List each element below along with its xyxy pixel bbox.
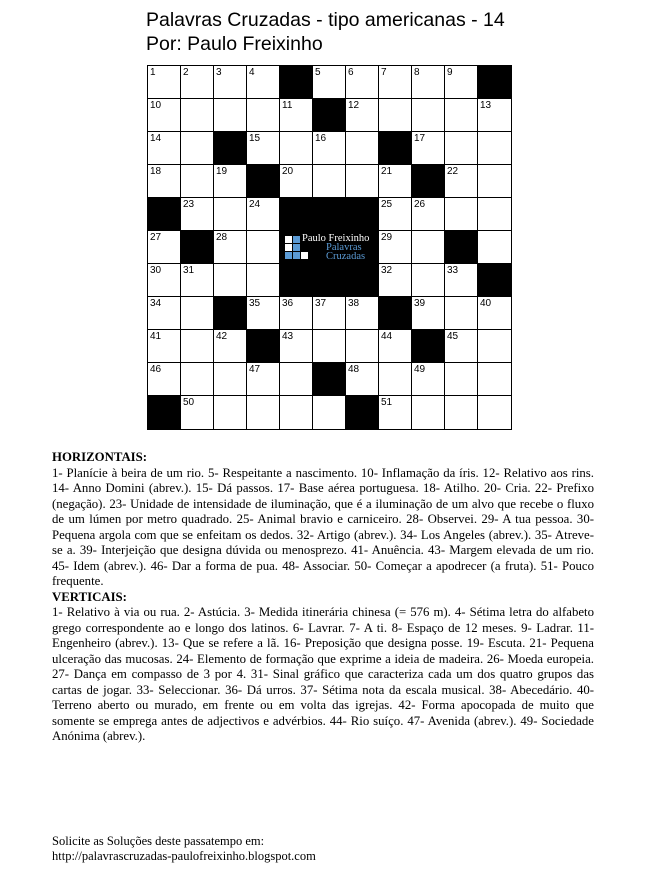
clue-number: 24 (249, 199, 261, 210)
clue-number: 1 (150, 67, 156, 78)
clue-number: 9 (447, 67, 453, 78)
grid-cell[interactable] (148, 297, 181, 330)
grid-cell[interactable] (346, 66, 379, 99)
clue-number: 49 (414, 364, 426, 375)
grid-cell[interactable] (181, 363, 214, 396)
clue-number: 51 (381, 397, 393, 408)
black-cell (313, 198, 346, 231)
grid-cell[interactable] (412, 396, 445, 429)
clues-section (52, 450, 594, 745)
grid-cell[interactable] (445, 363, 478, 396)
puzzle-author: Por: Paulo Freixinho (146, 33, 323, 55)
clue-number: 37 (315, 298, 327, 309)
grid-cell[interactable] (379, 363, 412, 396)
black-cell (412, 165, 445, 198)
clue-number: 41 (150, 331, 162, 342)
clue-number: 34 (150, 298, 162, 309)
footer-blog-link[interactable]: http://palavrascruzadas-paulofreixinho.blogspot.com (52, 849, 316, 863)
clue-number: 8 (414, 67, 420, 78)
grid-cell[interactable] (313, 66, 346, 99)
grid-cell[interactable] (280, 132, 313, 165)
down-clues: 1- Relativo à via ou rua. 2- Astúcia. 3- Medida itinerária chinesa (= 576 m). 4- Sétima letra do alfabeto grego correspondente ao e longo dos latinos. 6- Lavrar. 7- A ti. 8- Espaço de 12 meses. 9- Ladrar. 11- Engenheiro (abrev.). 13- Que se refere a lã. 16- Preposição que designa posse. 19- Escuta. 21- Pequena ulceração das mucosas. 24- Elemento de formação que exprime a ideia de madeira. 26- Moeda europeia. 27- Dança em compasso de 3 por 4. 31- Sinal gráfico que caracteriza cada um dos quatro grupos das cartas de jogar. 33- Seleccionar. 36- Dá urros. 37- Sétima nota da escala musical. 38- Abecedário. 40- Terreno aberto ou murado, em frente ou em volta das igrejas. 42- Forma apocopada de muito que somente se emprega antes de adjectivos e advérbios. 44- Rio suíço. 47- Avenida (abrev.). 49- Sociedade Anónima (abrev.). (52, 605, 594, 743)
clue-number: 43 (282, 331, 294, 342)
clue-number: 17 (414, 133, 426, 144)
clue-number: 31 (183, 265, 195, 276)
grid-cell[interactable] (313, 330, 346, 363)
grid-cell[interactable] (445, 297, 478, 330)
grid-cell[interactable] (247, 198, 280, 231)
clue-number: 23 (183, 199, 195, 210)
black-cell (379, 297, 412, 330)
grid-cell[interactable] (346, 363, 379, 396)
black-cell (214, 297, 247, 330)
grid-cell[interactable] (478, 231, 511, 264)
clue-number: 2 (183, 67, 189, 78)
grid-cell[interactable] (214, 198, 247, 231)
across-heading: HORIZONTAIS: (52, 450, 148, 464)
grid-cell[interactable] (148, 231, 181, 264)
clue-number: 22 (447, 166, 459, 177)
grid-cell[interactable] (313, 297, 346, 330)
black-cell (313, 363, 346, 396)
clue-number: 11 (282, 100, 293, 111)
grid-cell[interactable] (346, 99, 379, 132)
clue-number: 26 (414, 199, 426, 210)
grid-cell[interactable] (181, 165, 214, 198)
black-cell (181, 231, 214, 264)
clue-number: 4 (249, 67, 255, 78)
grid-cell[interactable] (148, 363, 181, 396)
black-cell (313, 264, 346, 297)
clue-number: 30 (150, 265, 162, 276)
clue-number: 38 (348, 298, 360, 309)
grid-cell[interactable] (478, 396, 511, 429)
grid-cell[interactable] (379, 330, 412, 363)
grid-cell[interactable] (148, 99, 181, 132)
black-cell (214, 132, 247, 165)
logo-square (301, 252, 308, 259)
grid-cell[interactable] (379, 396, 412, 429)
black-cell (346, 396, 379, 429)
grid-cell[interactable] (148, 165, 181, 198)
black-cell (412, 330, 445, 363)
grid-cell[interactable] (280, 99, 313, 132)
clue-number: 15 (249, 133, 261, 144)
clue-number: 35 (249, 298, 261, 309)
grid-cell[interactable] (379, 264, 412, 297)
grid-cell[interactable] (478, 330, 511, 363)
clue-number: 13 (480, 100, 492, 111)
grid-cell[interactable] (181, 297, 214, 330)
grid-cell[interactable] (214, 66, 247, 99)
author-logo (280, 231, 376, 264)
grid-cell[interactable] (247, 231, 280, 264)
clue-number: 5 (315, 67, 321, 78)
grid-cell[interactable] (379, 198, 412, 231)
grid-cell[interactable] (346, 165, 379, 198)
clue-number: 40 (480, 298, 492, 309)
grid-cell[interactable] (247, 363, 280, 396)
grid-cell[interactable] (478, 198, 511, 231)
across-clues: 1- Planície à beira de um rio. 5- Respeitante a nascimento. 10- Inflamação da íris. 12- Relativo aos rins. 14- Anno Domini (abrev.). 15- Dá passos. 17- Base aérea portuguesa. 18- Atilho. 20- Cria. 22- Prefixo (negação). 23- Unidade de intensidade de iluminação, que é a iluminação de um alvo que recebe o fluxo de um lúmen por metro quadrado. 25- Animal bravio e carniceiro. 28- Observei. 29- A tua pessoa. 30- Pequena argola com que se enfeitam os dedos. 32- Artigo (abrev.). 34- Los Angeles (abrev.). 35- Atreve-se a. 39- Interjeição que designa dúvida ou menosprezo. 41- Anuência. 43- Margem elevada de um rio. 45- Idem (abrev.). 46- Dar a forma de pua. 48- Associar. 50- Começar a apodrecer (a fruta). 51- Pouco frequente. (52, 465, 594, 588)
grid-cell[interactable] (214, 396, 247, 429)
clue-number: 12 (348, 100, 360, 111)
grid-cell[interactable] (445, 330, 478, 363)
grid-cell[interactable] (445, 132, 478, 165)
logo-square (285, 236, 292, 243)
black-cell (280, 264, 313, 297)
grid-cell[interactable] (148, 264, 181, 297)
clue-number: 45 (447, 331, 459, 342)
logo-line-palavras: Palavras (326, 242, 362, 253)
grid-cell[interactable] (346, 330, 379, 363)
grid-cell[interactable] (214, 363, 247, 396)
grid-cell[interactable] (379, 66, 412, 99)
footer-request-text: Solicite as Soluções deste passatempo em: (52, 834, 265, 848)
grid-cell[interactable] (445, 66, 478, 99)
grid-cell[interactable] (148, 330, 181, 363)
grid-cell[interactable] (181, 396, 214, 429)
grid-cell[interactable] (478, 165, 511, 198)
grid-cell[interactable] (412, 99, 445, 132)
grid-cell[interactable] (412, 363, 445, 396)
grid-cell[interactable] (214, 330, 247, 363)
puzzle-header (146, 8, 505, 56)
black-cell (247, 165, 280, 198)
logo-line-cruzadas: Cruzadas (326, 251, 366, 262)
black-cell (379, 132, 412, 165)
clue-number: 3 (216, 67, 222, 78)
logo-square (285, 244, 292, 251)
black-cell (445, 231, 478, 264)
clue-number: 47 (249, 364, 261, 375)
grid-cell[interactable] (181, 99, 214, 132)
clue-number: 20 (282, 166, 294, 177)
black-cell (346, 198, 379, 231)
clue-number: 14 (150, 133, 162, 144)
black-cell (478, 66, 511, 99)
grid-cell[interactable] (148, 132, 181, 165)
grid-cell[interactable] (346, 132, 379, 165)
clue-number: 33 (447, 265, 459, 276)
grid-cell[interactable] (214, 99, 247, 132)
clue-number: 46 (150, 364, 162, 375)
grid-cell[interactable] (445, 99, 478, 132)
clue-number: 16 (315, 133, 327, 144)
grid-cell[interactable] (280, 396, 313, 429)
black-cell (247, 330, 280, 363)
grid-cell[interactable] (280, 330, 313, 363)
grid-cell[interactable] (412, 297, 445, 330)
grid-cell[interactable] (313, 132, 346, 165)
grid-cell[interactable] (412, 231, 445, 264)
clue-number: 29 (381, 232, 393, 243)
clue-number: 48 (348, 364, 360, 375)
grid-cell[interactable] (247, 99, 280, 132)
grid-cell[interactable] (247, 132, 280, 165)
grid-cell[interactable] (313, 396, 346, 429)
clue-number: 32 (381, 265, 393, 276)
clue-number: 10 (150, 100, 162, 111)
grid-cell[interactable] (478, 297, 511, 330)
black-cell (478, 264, 511, 297)
down-heading: VERTICAIS: (52, 589, 127, 604)
clue-number: 6 (348, 67, 354, 78)
grid-cell[interactable] (280, 297, 313, 330)
grid-cell[interactable] (445, 165, 478, 198)
grid-cell[interactable] (181, 264, 214, 297)
black-cell (313, 99, 346, 132)
grid-cell[interactable] (280, 165, 313, 198)
clue-number: 7 (381, 67, 387, 78)
grid-cell[interactable] (148, 66, 181, 99)
grid-cell[interactable] (379, 99, 412, 132)
grid-cell[interactable] (181, 330, 214, 363)
puzzle-title: Palavras Cruzadas - tipo americanas - 14 (146, 9, 505, 31)
logo-square (285, 252, 292, 259)
grid-cell[interactable] (247, 396, 280, 429)
clue-number: 42 (216, 331, 228, 342)
grid-cell[interactable] (412, 264, 445, 297)
grid-cell[interactable] (214, 165, 247, 198)
clue-number: 18 (150, 166, 162, 177)
clue-number: 27 (150, 232, 162, 243)
clue-number: 39 (414, 298, 426, 309)
grid-cell[interactable] (214, 231, 247, 264)
grid-cell[interactable] (445, 396, 478, 429)
grid-cell[interactable] (214, 264, 247, 297)
grid-cell[interactable] (346, 297, 379, 330)
clue-number: 50 (183, 397, 195, 408)
grid-cell[interactable] (478, 99, 511, 132)
black-cell (148, 396, 181, 429)
grid-cell[interactable] (445, 264, 478, 297)
black-cell (148, 198, 181, 231)
grid-cell[interactable] (181, 198, 214, 231)
grid-cell[interactable] (379, 165, 412, 198)
grid-cell[interactable] (412, 132, 445, 165)
grid-cell[interactable] (379, 231, 412, 264)
grid-cell[interactable] (412, 66, 445, 99)
black-cell (280, 198, 313, 231)
logo-square (293, 236, 300, 243)
clue-number: 28 (216, 232, 228, 243)
grid-cell[interactable] (247, 66, 280, 99)
clue-number: 36 (282, 298, 294, 309)
grid-cell[interactable] (313, 165, 346, 198)
grid-cell[interactable] (181, 132, 214, 165)
grid-cell[interactable] (412, 198, 445, 231)
logo-square (293, 244, 300, 251)
grid-cell[interactable] (445, 198, 478, 231)
logo-square (293, 252, 300, 259)
clue-number: 44 (381, 331, 393, 342)
black-cell (280, 66, 313, 99)
logo-author-name: Paulo Freixinho (302, 233, 370, 244)
clue-number: 21 (381, 166, 393, 177)
clue-number: 19 (216, 166, 228, 177)
footer (52, 834, 316, 864)
grid-cell[interactable] (247, 264, 280, 297)
grid-cell[interactable] (247, 297, 280, 330)
grid-cell[interactable] (280, 363, 313, 396)
grid-cell[interactable] (478, 132, 511, 165)
black-cell (346, 264, 379, 297)
grid-cell[interactable] (478, 363, 511, 396)
grid-cell[interactable] (181, 66, 214, 99)
clue-number: 25 (381, 199, 393, 210)
